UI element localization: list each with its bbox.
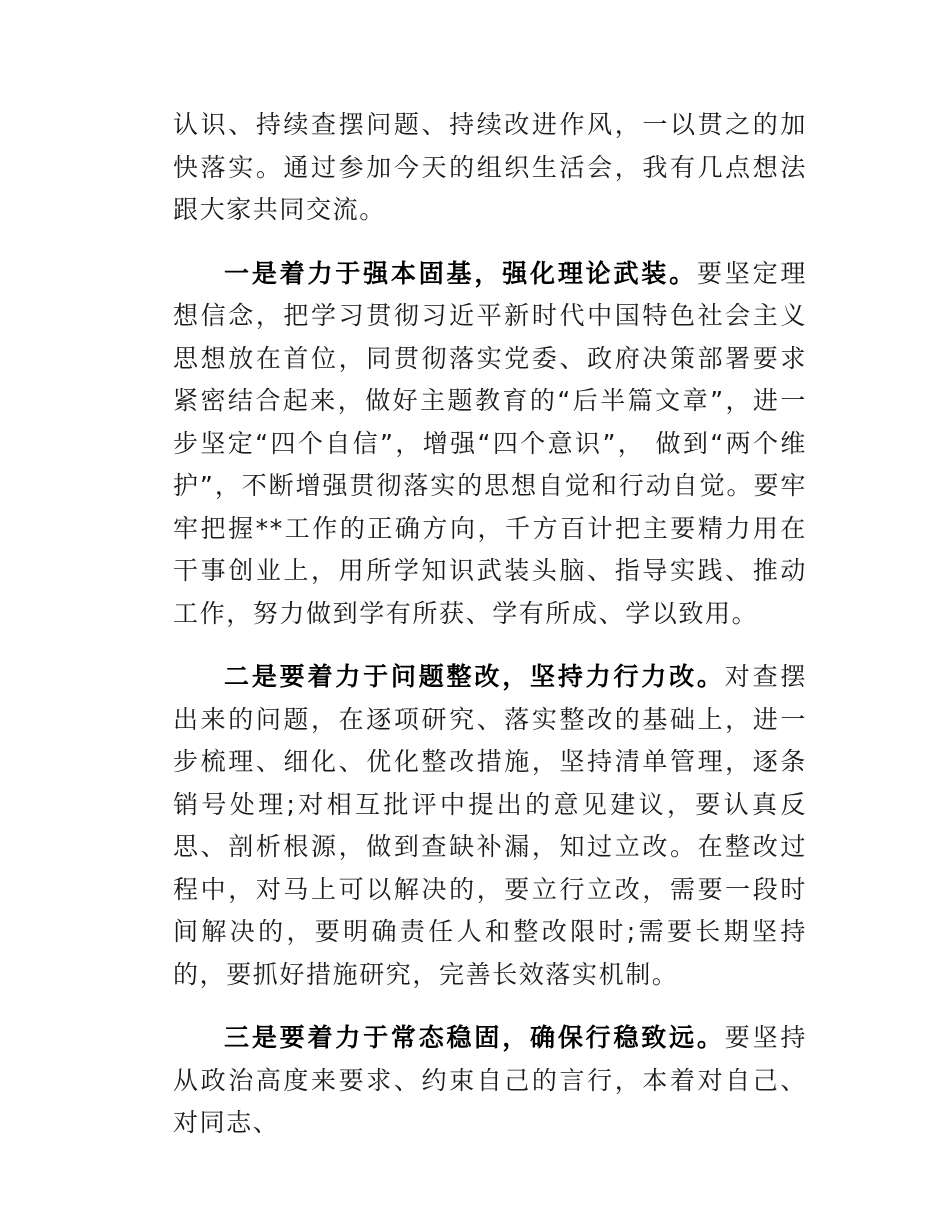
- paragraph-heading: 三是要着力于常态稳固，确保行稳致远。: [224, 1023, 725, 1052]
- paragraph-continuation: [173, 104, 807, 232]
- paragraph-point-three: [173, 1017, 807, 1145]
- paragraph-heading: 二是要着力于问题整改，坚持力行力改。: [224, 662, 725, 691]
- paragraph-text: 要坚定理想信念，把学习贯彻习近平新时代中国特色社会主义思想放在首位，同贯彻落实党委、政府决策部署要求紧密结合起来，做好主题教育的“后半篇文章”，进一步坚定“四个自信”，增强“四个意识”， 做到“两个维护”，不断增强贯彻落实的思想自觉和行动自觉。要牢牢把握**工作的正确方向，千方百计把主要精力用在干事创业上，用所学知识武装头脑、指导实践、推动工作，努力做到学有所获、学有所成、学以致用。: [173, 258, 807, 628]
- paragraph-point-one: [173, 253, 807, 636]
- paragraph-text: 要坚持从政治高度来要求、约束自己的言行，本着对自己、对同志、: [173, 1023, 807, 1137]
- paragraph-text: 对查摆出来的问题，在逐项研究、落实整改的基础上，进一步梳理、细化、优化整改措施，坚持清单管理，逐条销号处理;对相互批评中提出的意见建议，要认真反思、剖析根源，做到查缺补漏，知过立改。在整改过程中，对马上可以解决的，要立行立改，需要一段时间解决的，要明确责任人和整改限时;需要长期坚持的，要抓好措施研究，完善长效落实机制。: [173, 662, 807, 989]
- paragraph-text: 认识、持续查摆问题、持续改进作风，一以贯之的加快落实。通过参加今天的组织生活会，我有几点想法跟大家共同交流。: [173, 110, 807, 224]
- paragraph-heading: 一是着力于强本固基，强化理论武装。: [224, 258, 697, 288]
- paragraph-point-two: [173, 656, 807, 996]
- document-body: [173, 104, 807, 1145]
